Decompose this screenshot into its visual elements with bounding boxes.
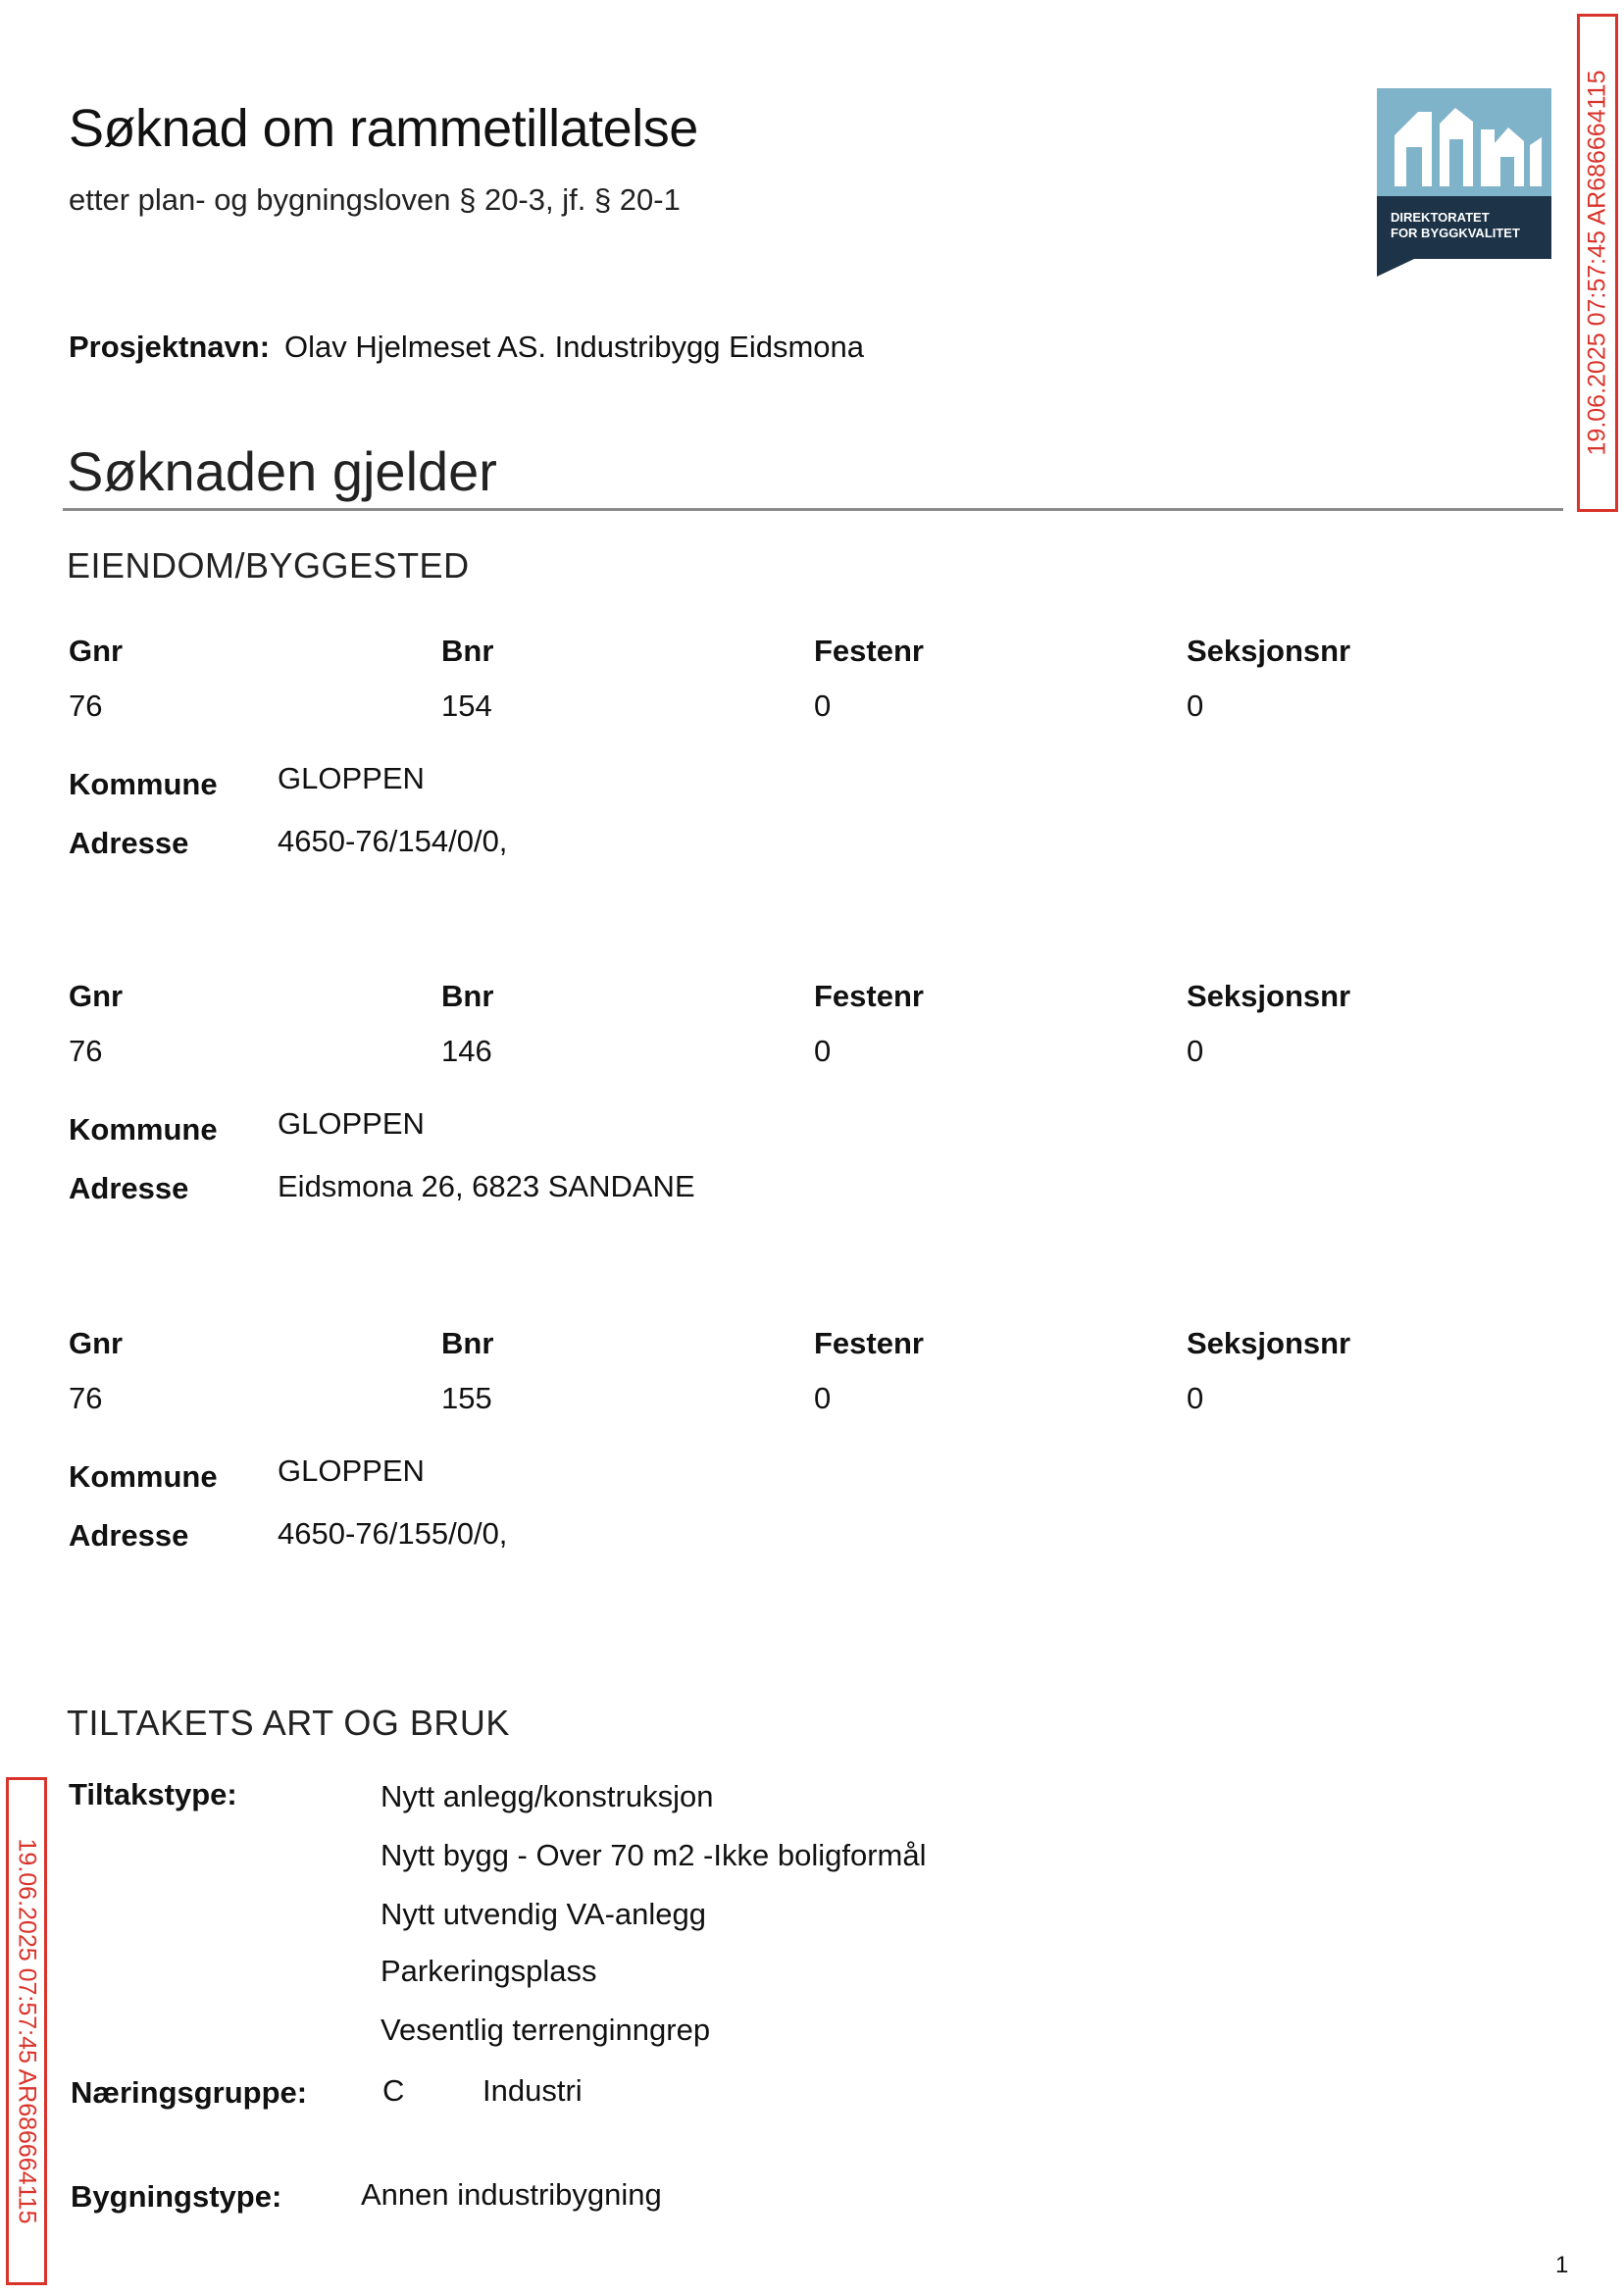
- seksjonsnr-label: Seksjonsnr: [1187, 634, 1351, 668]
- gnr-value: 76: [69, 1034, 103, 1068]
- bnr-value: 146: [441, 1034, 492, 1068]
- festenr-label: Festenr: [814, 1326, 924, 1360]
- timestamp-stamp-right: [1577, 14, 1618, 512]
- bnr-label: Bnr: [441, 979, 494, 1013]
- bygningstype-label: Bygningstype:: [71, 2179, 282, 2214]
- stamp-text: 19.06.2025 07:57:45 AR686664115: [1583, 70, 1611, 456]
- document-title: Søknad om rammetillatelse: [69, 99, 698, 158]
- naeringsgruppe-name: Industri: [482, 2073, 583, 2108]
- stamp-text: 19.06.2025 07:57:45 AR686664115: [13, 1838, 41, 2224]
- adresse-label: Adresse: [69, 1171, 189, 1205]
- logo-text-line1: DIREKTORATET: [1391, 210, 1490, 225]
- gnr-value: 76: [69, 688, 103, 723]
- tiltakstype-item: Nytt anlegg/konstruksjon: [381, 1779, 714, 1813]
- bnr-value: 154: [441, 688, 492, 723]
- kommune-value: GLOPPEN: [278, 1106, 425, 1141]
- adresse-label: Adresse: [69, 1518, 189, 1553]
- gnr-label: Gnr: [69, 1326, 124, 1360]
- timestamp-stamp-left: [6, 1777, 47, 2285]
- adresse-value: 4650-76/154/0/0,: [278, 824, 508, 858]
- tiltakstype-item: Nytt bygg - Over 70 m2 -Ikke boligformål: [381, 1838, 927, 1872]
- section-divider: [63, 508, 1563, 511]
- adresse-label: Adresse: [69, 826, 189, 860]
- festenr-label: Festenr: [814, 634, 924, 668]
- property-heading: EIENDOM/BYGGESTED: [67, 545, 470, 586]
- adresse-value: 4650-76/155/0/0,: [278, 1516, 508, 1551]
- kommune-label: Kommune: [69, 1459, 218, 1494]
- tiltak-heading: TILTAKETS ART OG BRUK: [67, 1703, 510, 1743]
- tiltakstype-label: Tiltakstype:: [69, 1777, 237, 1811]
- gnr-label: Gnr: [69, 979, 124, 1013]
- project-name: Olav Hjelmeset AS. Industribygg Eidsmona: [284, 330, 864, 364]
- festenr-label: Festenr: [814, 979, 924, 1013]
- tiltakstype-item: Vesentlig terrenginngrep: [381, 2013, 711, 2047]
- tiltakstype-item: Parkeringsplass: [381, 1954, 597, 1988]
- festenr-value: 0: [814, 1034, 832, 1068]
- bnr-label: Bnr: [441, 634, 494, 668]
- document-subtitle: etter plan- og bygningsloven § 20-3, jf. § 20-1: [69, 182, 681, 217]
- tiltakstype-item: Nytt utvendig VA-anlegg: [381, 1897, 707, 1931]
- seksjonsnr-value: 0: [1187, 1034, 1204, 1068]
- seksjonsnr-value: 0: [1187, 688, 1204, 723]
- bygningstype-value: Annen industribygning: [361, 2177, 662, 2212]
- naeringsgruppe-code: C: [382, 2073, 405, 2108]
- gnr-value: 76: [69, 1381, 103, 1415]
- seksjonsnr-value: 0: [1187, 1381, 1204, 1415]
- logo-building-icon: [1377, 88, 1551, 196]
- seksjonsnr-label: Seksjonsnr: [1187, 1326, 1351, 1360]
- section-title: Søknaden gjelder: [67, 440, 497, 502]
- logo-text-line2: FOR BYGGKVALITET: [1391, 226, 1520, 240]
- kommune-label: Kommune: [69, 767, 218, 801]
- adresse-value: Eidsmona 26, 6823 SANDANE: [278, 1169, 695, 1203]
- kommune-value: GLOPPEN: [278, 1453, 425, 1488]
- bnr-label: Bnr: [441, 1326, 494, 1360]
- gnr-label: Gnr: [69, 634, 124, 668]
- kommune-label: Kommune: [69, 1112, 218, 1147]
- kommune-value: GLOPPEN: [278, 761, 425, 795]
- project-label: Prosjektnavn:: [69, 330, 271, 364]
- page-number: 1: [1555, 2252, 1569, 2278]
- festenr-value: 0: [814, 688, 832, 723]
- naeringsgruppe-label: Næringsgruppe:: [71, 2075, 308, 2110]
- seksjonsnr-label: Seksjonsnr: [1187, 979, 1351, 1013]
- festenr-value: 0: [814, 1381, 832, 1415]
- dibk-logo: [1377, 88, 1551, 277]
- bnr-value: 155: [441, 1381, 492, 1415]
